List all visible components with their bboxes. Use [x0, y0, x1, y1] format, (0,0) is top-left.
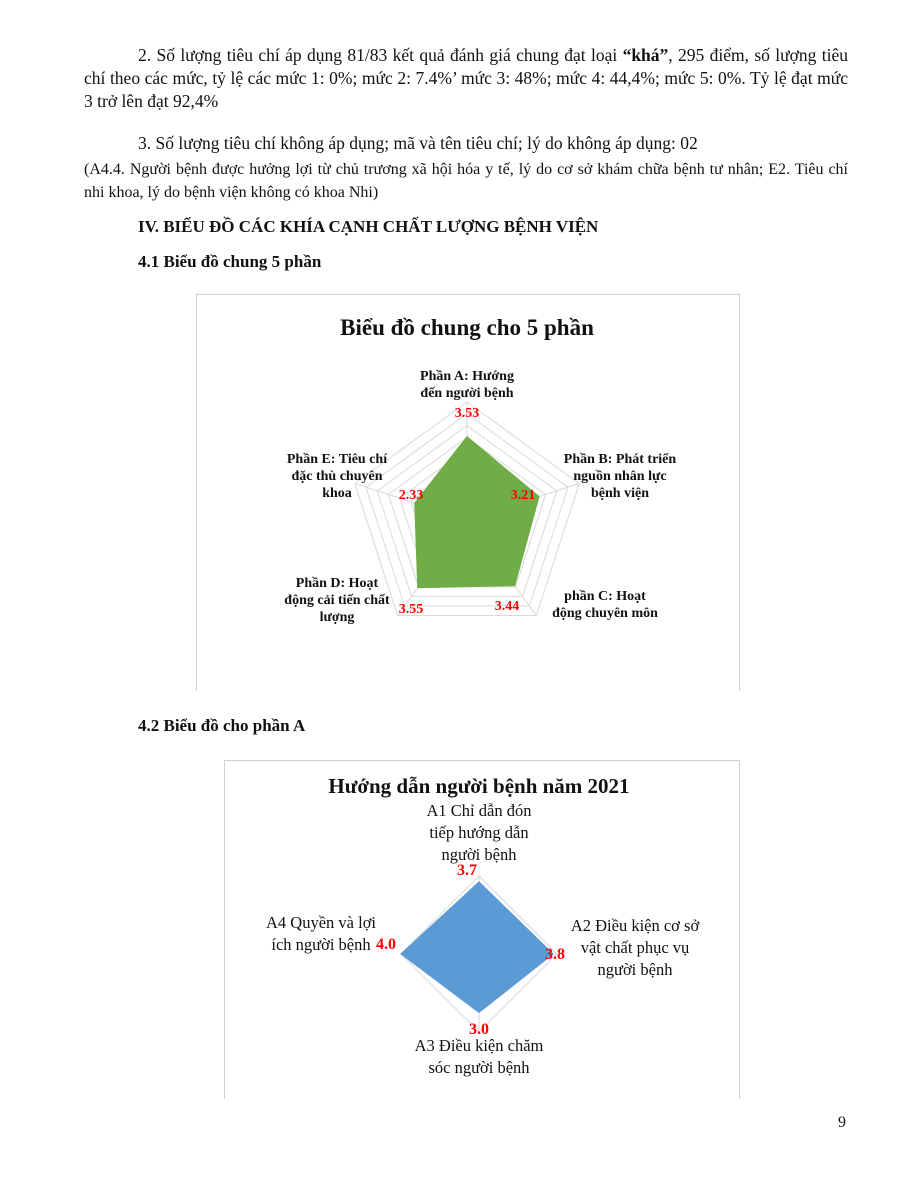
axis-label-line: vật chất phục vụ: [580, 938, 690, 957]
subheading-4-1: 4.1 Biểu đồ chung 5 phần: [138, 252, 322, 271]
data-series-area: [401, 882, 553, 1013]
axis-label-line: Phần B: Phát triển: [563, 452, 677, 467]
section-heading-iv: IV. BIỂU ĐỒ CÁC KHÍA CẠNH CHẤT LƯỢNG BỆNH VIỆN: [138, 217, 599, 236]
axis-label: [420, 369, 514, 401]
data-label: 3.7: [457, 862, 477, 879]
radar-chart-five-parts: [197, 295, 739, 691]
paragraph-not-applied-first-line: [138, 132, 850, 155]
axis-label-line: bệnh viện: [591, 486, 649, 501]
axis-label-line: phần C: Hoạt: [564, 589, 646, 604]
data-label: 3.8: [545, 946, 565, 963]
paragraph-criteria-summary-text-2: , 295 điểm, số lượng tiêu chí theo các mức, tỷ lệ các mức 1: 0%; mức 2: 7.4%’ mức 3: 48%; mức 4: 44,4%; mức 5: 0%. Tỷ lệ đạt mức 3 trở lên đạt 92,4%: [84, 45, 848, 111]
axis-label-line: A3 Điều kiện chăm: [414, 1036, 544, 1055]
axis-label-line: đến người bệnh: [420, 386, 514, 401]
page-number: 9: [838, 1114, 846, 1131]
data-label: 3.21: [510, 488, 536, 503]
data-label: 4.0: [376, 936, 396, 953]
rating-khá: “khá”: [622, 45, 669, 65]
axis-label-line: A2 Điều kiện cơ sở: [570, 916, 700, 935]
data-label: 3.0: [469, 1021, 489, 1038]
data-label: 2.33: [398, 488, 424, 503]
paragraph-not-applied-rest: (A4.4. Người bệnh được hưởng lợi từ chủ trương xã hội hóa y tế, lý do cơ sở khám chữa bệnh tư nhân; E2. Tiêu chí nhi khoa, lý do bệnh viện không có khoa Nhi): [84, 161, 848, 201]
axis-label: [564, 452, 677, 501]
data-label: 3.44: [494, 599, 520, 614]
paragraph-criteria-summary: [84, 44, 848, 113]
axis-label-line: lượng: [319, 610, 355, 625]
axis-label-line: sóc người bệnh: [428, 1058, 530, 1077]
axis-label-line: A4 Quyền và lợi: [266, 913, 376, 932]
axis-label-line: A1 Chỉ dẫn đón: [426, 801, 532, 820]
paragraph-criteria-summary-text: 2. Số lượng tiêu chí áp dụng 81/83 kết quả đánh giá chung đạt loại: [138, 45, 623, 65]
axis-label: [571, 916, 700, 979]
axis-label: [552, 589, 658, 621]
axis-label-line: Phần E: Tiêu chí: [286, 452, 388, 467]
axis-label: [284, 576, 390, 625]
data-label: 3.53: [454, 406, 480, 421]
axis-label: [287, 452, 388, 501]
data-label: 3.55: [398, 602, 424, 617]
paragraph-not-applied-detail: [84, 158, 848, 204]
axis-label: [415, 1036, 544, 1077]
axis-label-line: người bệnh: [597, 960, 673, 979]
subheading-4-2: 4.2 Biểu đồ cho phần A: [138, 716, 306, 735]
axis-label-line: Phần A: Hướng: [420, 369, 514, 384]
chart-part-a-frame: [224, 760, 740, 1099]
axis-label-line: đặc thù chuyên: [291, 469, 383, 484]
axis-label: [266, 913, 376, 954]
axis-label-line: người bệnh: [441, 845, 517, 864]
radar-chart-part-a: [225, 761, 739, 1099]
chart-five-parts-frame: [196, 294, 740, 691]
axis-label-line: động cải tiến chất: [284, 593, 390, 608]
axis-label-line: ích người bệnh: [271, 935, 371, 954]
chart-title: Biểu đồ chung cho 5 phần: [340, 315, 594, 340]
axis-label-line: khoa: [322, 486, 352, 501]
data-series-area: [415, 437, 539, 588]
axis-label-line: tiếp hướng dẫn: [429, 823, 529, 842]
axis-label-line: nguồn nhân lực: [573, 469, 667, 484]
chart-title: Hướng dẫn người bệnh năm 2021: [328, 774, 630, 798]
axis-label-line: Phần D: Hoạt: [295, 576, 379, 591]
paragraph-not-applied-line1: 3. Số lượng tiêu chí không áp dụng; mã và tên tiêu chí; lý do không áp dụng: 02: [138, 133, 698, 153]
axis-label: [427, 801, 532, 864]
axis-label-line: động chuyên môn: [552, 606, 658, 621]
